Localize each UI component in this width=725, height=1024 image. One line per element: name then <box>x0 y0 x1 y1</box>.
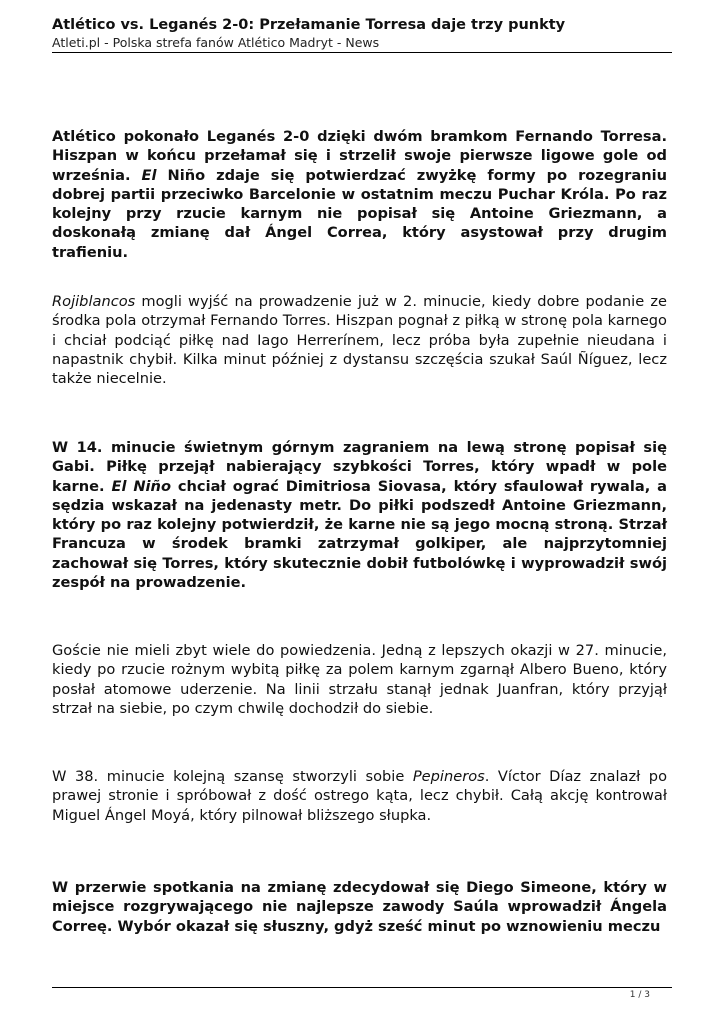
text-run: W 38. minucie kolejną szansę stworzyli sobie <box>52 768 413 785</box>
italic-text-run: Rojiblancos <box>52 293 136 310</box>
paragraph-5 <box>52 767 667 825</box>
text-run: W przerwie spotkania na zmianę zdecydował się Diego Simeone, który w miejsce rozgrywającego nie najlepsze zawody Saúla wprowadził Ángela Correę. Wybór okazał się słuszny, gdyż sześć minut po wznowieniu meczu <box>52 879 667 935</box>
paragraph-1 <box>52 127 667 262</box>
paragraph-4 <box>52 641 667 718</box>
article-title: Atlético vs. Leganés 2-0: Przełamanie Torresa daje trzy punkty <box>52 17 566 33</box>
paragraph-3 <box>52 438 667 592</box>
footer-divider <box>52 987 672 988</box>
text-run: W 14. minucie świetnym górnym zagraniem na lewą stronę popisał się Gabi. Piłkę przejął nabierający szybkości Torres, który wpadł w pole karne. <box>52 439 667 495</box>
header-divider <box>52 52 672 53</box>
italic-text-run: Pepineros <box>412 768 485 785</box>
italic-text-run: El Niño <box>111 477 171 495</box>
text-run: Goście nie mieli zbyt wiele do powiedzenia. Jedną z lepszych okazji w 27. minucie, kiedy po rzucie rożnym wybitą piłkę za polem karnym zgarnął Albero Bueno, który posłał atomowe uderzenie. Na linii strzału stanął jednak Juanfran, który przyjął strzał na siebie, po czym chwilę dochodził do siebie. <box>52 642 667 717</box>
document-header <box>52 16 672 51</box>
text-run: Niño zdaje się potwierdzać zwyżkę formy po rozegraniu dobrej partii przeciwko Barcelonie w ostatnim meczu Puchar Króla. Po raz kolejny przy rzucie karnym nie popisał się Antoine Griezmann, a doskonałą zmianę dał Ángel Correa, który asystował przy drugim trafieniu. <box>52 166 667 261</box>
paragraph-6 <box>52 878 667 936</box>
site-subtitle: Atleti.pl - Polska strefa fanów Atlético Madryt - News <box>52 35 380 50</box>
text-run: . Víctor Díaz znalazł po prawej stronie i spróbował z dość ostrego kąta, lecz chybił. Całą akcję kontrował Miguel Ángel Moyá, który pilnował bliższego słupka. <box>52 768 668 824</box>
text-run: chciał ograć Dimitriosa Siovasa, który sfaulował rywala, a sędzia wskazał na jedenasty metr. Do piłki podszedł Antoine Griezmann, który po raz kolejny potwierdził, że karne nie są jego mocną stroną. Strzał Francuza w środek bramki zatrzymał golkiper, ale najprzytomniej zachował się Torres, który skutecznie dobił futbolówkę i wyprowadził swój zespół na prowadzenie. <box>52 477 668 592</box>
italic-text-run: El <box>141 166 157 184</box>
text-run: Atlético pokonało Leganés 2-0 dzięki dwóm bramkom Fernando Torresa. Hiszpan w końcu przełamał się i strzelił swoje pierwsze ligowe gole od września. <box>52 128 667 184</box>
page-number: 1 / 3 <box>629 990 650 1000</box>
paragraph-2 <box>52 292 667 388</box>
text-run: mogli wyjść na prowadzenie już w 2. minucie, kiedy dobre podanie ze środka pola otrzymał Fernando Torres. Hiszpan pognał z piłką w stronę pola karnego i chciał podciąć piłkę nad Iago Herrerínem, lecz próba była zupełnie nieudana i napastnik chybił. Kilka minut później z dystansu szczęścia szukał Saúl Ñíguez, lecz także niecelnie. <box>52 293 667 388</box>
